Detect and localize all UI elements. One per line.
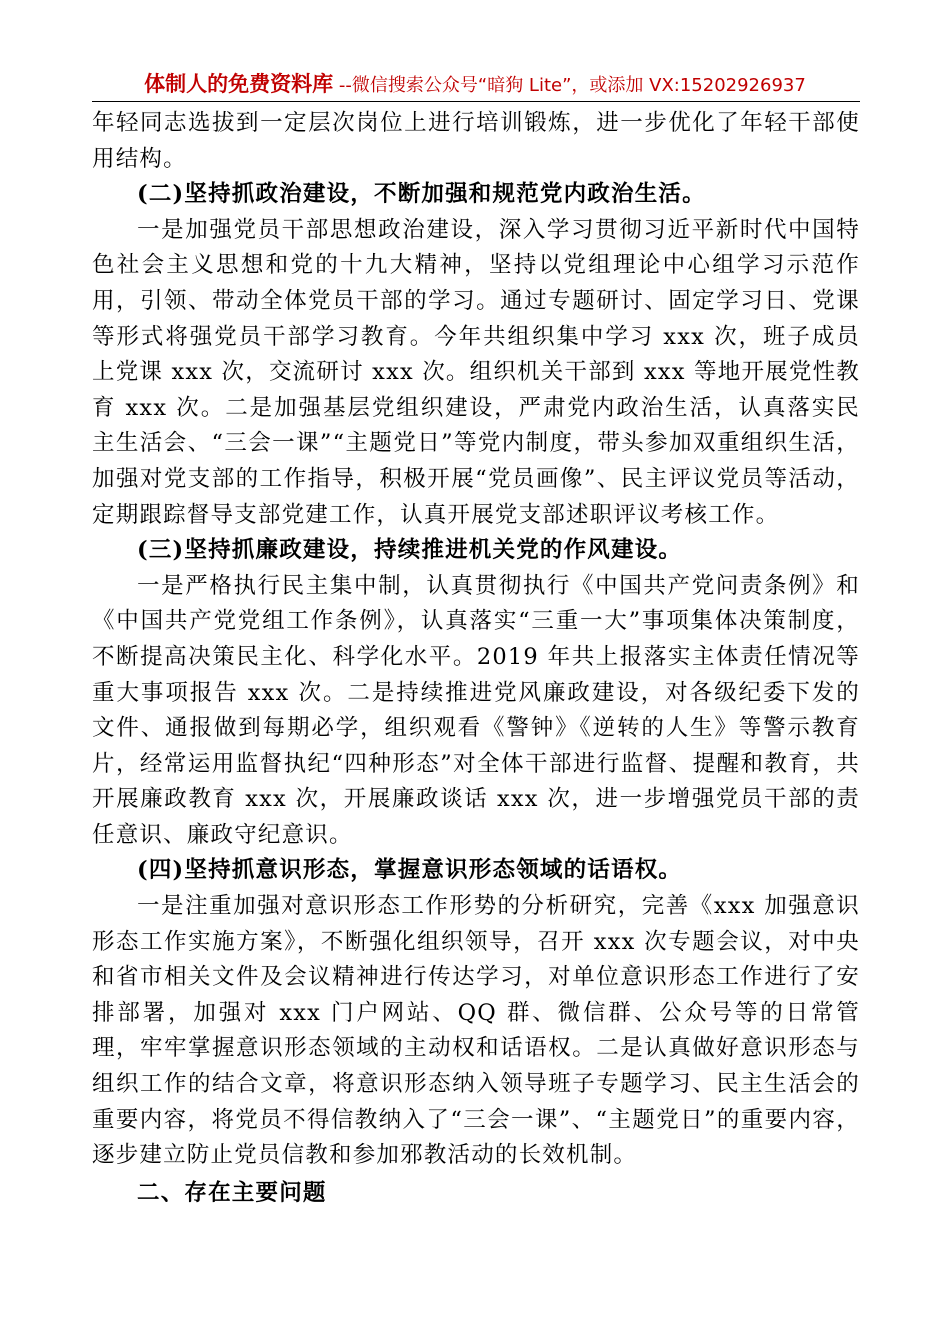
section-3-heading: (三)坚持抓廉政建设，持续推进机关党的作风建设。 bbox=[137, 537, 683, 564]
header-divider bbox=[92, 101, 860, 102]
page-header bbox=[0, 72, 950, 98]
section-4-heading: (四)坚持抓意识形态，掌握意识形态领域的话语权。 bbox=[137, 857, 683, 884]
section-2-paragraph: 一是加强党员干部思想政治建设，深入学习贯彻习近平新时代中国特色社会主义思想和党的十九大精神，坚持以党组理论中心组学习示范作用，引领、带动全体党员干部的学习。通过专题研讨、固定学习日、党课等形式将强党员干部学习教育。今年共组织集中学习 xxx 次，班子成员上党课 xxx 次，交流研讨 xxx 次。组织机关干部到 xxx 等地开展党性教育 xxx 次。二是加强基层党组织建设，严肃党内政治生活，认真落实民主生活会、“三会一课”“主题党日”等党内制度，带头参加双重组织生活，加强对党支部的工作指导，积极开展“党员画像”、民主评议党员等活动，定期跟踪督导支部党建工作，认真开展党支部述职评议考核工作。 bbox=[92, 216, 860, 528]
intro-continuation-paragraph: 年轻同志选拔到一定层次岗位上进行培训锻炼，进一步优化了年轻干部使用结构。 bbox=[92, 110, 860, 172]
section-3-paragraph: 一是严格执行民主集中制，认真贯彻执行《中国共产党问责条例》和《中国共产党党组工作条例》，认真落实“三重一大”事项集体决策制度，不断提高决策民主化、科学化水平。2019 年共上报落实主体责任情况等重大事项报告 xxx 次。二是持续推进党风廉政建设，对各级纪委下发的文件、通报做到每期必学，组织观看《警钟》《逆转的人生》等警示教育片，经常运用监督执纪“四种形态”对全体干部进行监督、提醒和教育，共开展廉政教育 xxx 次，开展廉政谈话 xxx 次，进一步增强党员干部的责任意识、廉政守纪意识。 bbox=[92, 572, 860, 848]
part-2-title: 二、存在主要问题 bbox=[137, 1179, 327, 1206]
header-brand: 体制人的免费资料库 bbox=[144, 72, 334, 96]
header-tagline: --微信搜索公众号“暗狗 Lite”，或添加 VX:15202926937 bbox=[333, 75, 806, 96]
document-body bbox=[92, 106, 860, 1211]
section-2-heading: (二)坚持抓政治建设，不断加强和规范党内政治生活。 bbox=[137, 181, 706, 208]
section-4-paragraph: 一是注重加强对意识形态工作形势的分析研究，完善《xxx 加强意识形态工作实施方案》，不断强化组织领导，召开 xxx 次专题会议，对中央和省市相关文件及会议精神进行传达学习，对单位意识形态工作进行了安排部署，加强对 xxx 门户网站、QQ 群、微信群、公众号等的日常管理，牢牢掌握意识形态领域的主动权和话语权。二是认真做好意识形态与组织工作的结合文章，将意识形态纳入领导班子专题学习、民主生活会的重要内容，将党员不得信教纳入了“三会一课”、“主题党日”的重要内容，逐步建立防止党员信教和参加邪教活动的长效机制。 bbox=[92, 893, 860, 1169]
